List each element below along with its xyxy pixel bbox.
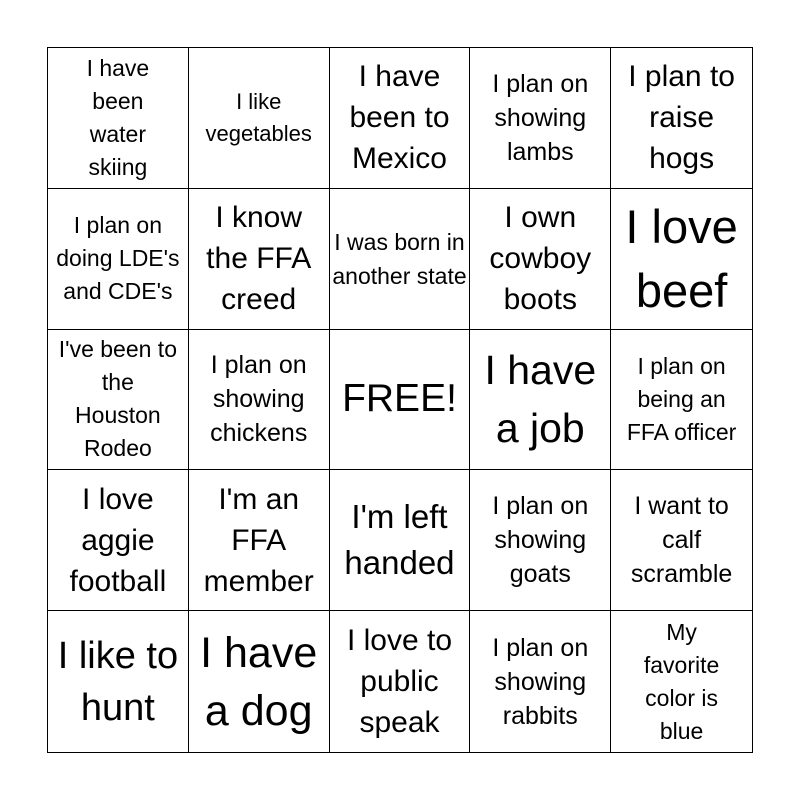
bingo-cell[interactable] [48,330,189,471]
cell-text: I have a dog [200,628,318,735]
cell-text: I have been water skiing [86,54,150,180]
bingo-board [47,47,753,753]
cell-text: I plan on showing lambs [492,69,589,166]
bingo-cell[interactable] [48,48,189,189]
bingo-cell[interactable] [189,48,330,189]
cell-text: I know the FFA creed [206,201,312,317]
cell-text: I've been to the Houston Rodeo [58,336,177,462]
bingo-cell[interactable] [330,189,471,330]
bingo-cell[interactable] [611,470,752,611]
bingo-cell[interactable] [470,611,611,752]
cell-text: I plan on doing LDE's and CDE's [56,212,180,305]
cell-text: I'm an FFA member [203,482,314,598]
cell-text: I'm left handed [344,498,455,582]
cell-text: I plan on showing goats [492,492,589,589]
cell-text: I was born in another state [332,228,467,289]
cell-text: I plan to raise hogs [628,60,735,176]
bingo-cell[interactable] [189,189,330,330]
cell-text: I like vegetables [205,88,312,146]
cell-text: My favorite color is blue [643,618,720,744]
bingo-cell[interactable] [470,48,611,189]
bingo-cell[interactable] [330,470,471,611]
cell-text: I love aggie football [69,482,167,598]
cell-text: I love to public speak [346,624,453,740]
free-text: FREE! [342,377,457,421]
bingo-cell[interactable] [611,611,752,752]
cell-text: I have been to Mexico [349,60,450,176]
cell-text: I have a job [484,347,597,452]
bingo-cell[interactable] [189,330,330,471]
cell-text: I plan on showing chickens [210,351,308,448]
bingo-cell[interactable] [48,189,189,330]
bingo-cell[interactable] [470,189,611,330]
cell-text: I plan on showing rabbits [492,633,589,730]
cell-text: I love beef [625,199,738,317]
bingo-cell[interactable] [611,48,752,189]
bingo-cell[interactable] [48,611,189,752]
bingo-cell[interactable] [330,48,471,189]
bingo-cell[interactable] [330,611,471,752]
bingo-cell[interactable] [470,470,611,611]
cell-text: I want to calf scramble [630,492,733,589]
cell-text: I own cowboy boots [489,201,592,317]
bingo-cell[interactable] [189,611,330,752]
bingo-cell[interactable] [611,330,752,471]
free-space[interactable] [330,330,471,471]
cell-text: I like to hunt [57,634,179,729]
bingo-cell[interactable] [611,189,752,330]
bingo-cell[interactable] [48,470,189,611]
bingo-cell[interactable] [189,470,330,611]
bingo-cell[interactable] [470,330,611,471]
cell-text: I plan on being an FFA officer [626,352,737,445]
